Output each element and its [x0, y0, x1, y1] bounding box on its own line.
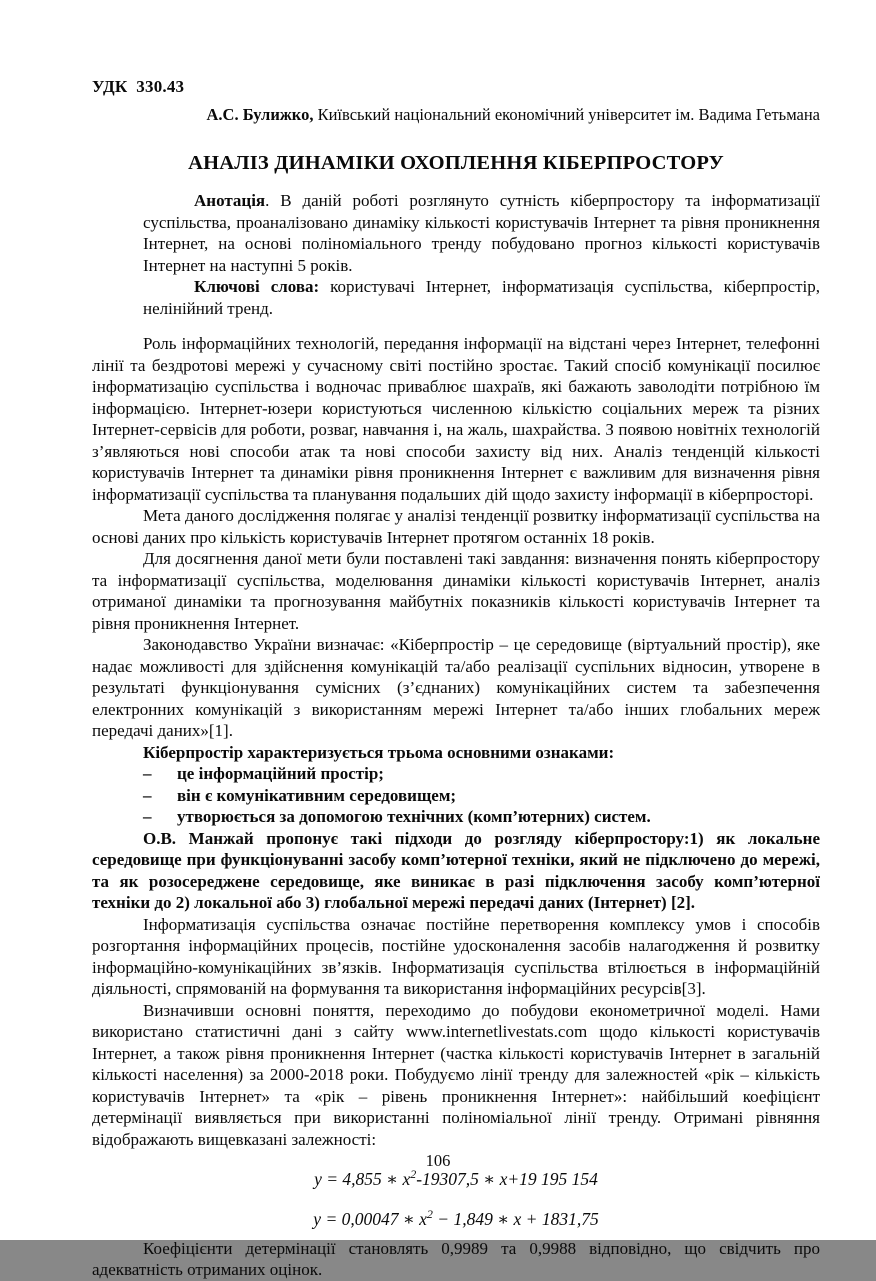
list-dash-icon: – [143, 764, 152, 783]
author-affiliation: Київський національний економічний університет ім. Вадима Гетьмана [313, 105, 820, 124]
body-paragraph-3: Для досягнення даної мети були поставлені такі завдання: визначення понять кіберпростору та інформатизації суспільства, моделювання динаміки кількості користувачів Інтернет, аналіз отриманої динаміки та прогнозування майбутніх показників кількості користувачів Інтернет та рівня проникнення Інтернет. [92, 549, 820, 633]
page-content [92, 76, 820, 1281]
equation-2-superscript: 2 [426, 1206, 433, 1221]
equation-2 [92, 1203, 820, 1230]
equation-2-lead: y = 0,00047 ∗ x [313, 1208, 427, 1229]
keywords-paragraph [143, 276, 820, 319]
page-number: 106 [425, 1151, 451, 1170]
body-paragraph-7: Визначивши основні поняття, переходимо до побудови економетричної моделі. Нами використано статистичні дані з сайту www.internetlivestats.com щодо кількості користувачів Інтернет, а також рівня проникнення Інтернет (частка кількості користувачів Інтернет в загальній кількості населення) за 2000-2018 роки. Побудуємо лінії тренду для залежностей «рік – кількість користувачів Інтернет» та «рік – рівень проникнення Інтернет»: найбільший коефіцієнт детермінації виявляється при використанні поліноміальної лінії тренду. Отримані рівняння відображають вищевказані залежності: [92, 1000, 820, 1149]
equation-1-superscript: 2 [410, 1167, 417, 1181]
body-paragraph-6: Інформатизація суспільства означає постійне перетворення комплексу умов і способів розгортання інформаційних процесів, постійне удосконалення засобів налагодження й розвитку інформаційно-комунікаційних зв’язків. Інформатизація суспільства втілюється в інформаційній діяльності, спрямованій на формування та використання інформаційних ресурсів[3]. [92, 914, 820, 998]
list-item [92, 763, 820, 785]
abstract-label: Анотація [194, 191, 266, 210]
equation-2-tail: − 1,849 ∗ x + 1831,75 [432, 1208, 599, 1229]
udk-label: УДК [92, 77, 128, 96]
udk-value: 330.43 [136, 77, 185, 96]
list-dash-icon: – [143, 785, 152, 805]
list-dash-icon: – [143, 807, 152, 826]
keywords-text: користувачі Інтернет, інформатизація суспільства, кіберпростір, нелінійний тренд. [143, 277, 821, 318]
list-item [92, 785, 820, 807]
abstract-text: . В даній роботі розглянуто сутність кіберпростору та інформатизації суспільства, проаналізовано динаміку кількості користувачів Інтернет та рівня проникнення Інтернет, на основі поліноміального тренду побудовано прогноз кількості користувачів Інтернет на наступні 5 років. [143, 191, 820, 275]
list-item-text: утворюється за допомогою технічних (комп’ютерних) систем. [177, 807, 651, 826]
keywords-label: Ключові слова: [194, 277, 320, 296]
author-name: А.С. Булижко, [206, 105, 314, 124]
udk-line [92, 76, 820, 98]
list-item-text: він є комунікативним середовищем; [177, 785, 457, 805]
equations-block [92, 1163, 820, 1230]
page-title: АНАЛІЗ ДИНАМІКИ ОХОПЛЕННЯ КІБЕРПРОСТОРУ [188, 152, 724, 174]
equation-1-lead: y = 4,855 ∗ x [314, 1168, 411, 1189]
body-paragraph-5: О.В. Манжай пропонує такі підходи до розгляду кіберпростору:1) як локальне середовище при функціонуванні засобу комп’ютерної техніки, який не підключено до мережі, та як розосереджене середовище, яке виникає в разі підключення засобу комп’ютерної техніки до 2) локальної або 3) глобальної мережі передачі даних (Інтернет) [2]. [92, 828, 820, 912]
list-item [92, 806, 820, 828]
body-paragraph-4: Законодавство України визначає: «Кіберпростір – це середовище (віртуальний простір), яке надає можливості для здійснення комунікацій та/або реалізації суспільних відносин, утворене в результаті функціонування сумісних (з’єднаних) комунікаційних систем та забезпечення електронних комунікацій з використанням мережі Інтернет та/або інших глобальних мереж передачі даних»[1]. [92, 635, 820, 740]
abstract-paragraph [143, 190, 820, 276]
equation-1-tail: -19307,5 ∗ x+19 195 154 [416, 1168, 598, 1189]
body-paragraph-1: Роль інформаційних технологій, передання інформації на відстані через Інтернет, телефонні лінії та бездротові мережі у сучасному світі постійно зростає. Такий спосіб комунікації посилює інформатизацію суспільства і водночас приваблює шахраїв, які бажають заволодіти потрібною їм інформацією. Інтернет-юзери користуються численною кількістю соціальних мереж та різних Інтернет-сервісів для роботи, розваг, навчання і, на жаль, шахрайства. З появою новітніх технологій з’являються нові способи атак та нові способи захисту від них. Аналіз тенденцій кількості користувачів Інтернет та динаміки рівня проникнення Інтернет є важливим для визначення рівня інформатизації суспільства та планування подальших дій щодо захисту інформації в кіберпросторі. [92, 334, 820, 504]
body-paragraph-2: Мета даного дослідження полягає у аналізі тенденції розвитку інформатизації суспільства на основі даних про кількість користувачів Інтернет протягом останніх 18 років. [92, 506, 820, 547]
author-line [92, 104, 820, 126]
list-heading: Кіберпростір характеризується трьома основними ознаками: [143, 742, 615, 762]
body-paragraph-8: Коефіцієнти детермінації становлять 0,9989 та 0,9988 відповідно, що свідчить про адекватність отриманих оцінок. [92, 1238, 820, 1280]
list-item-text: це інформаційний простір; [177, 764, 384, 783]
